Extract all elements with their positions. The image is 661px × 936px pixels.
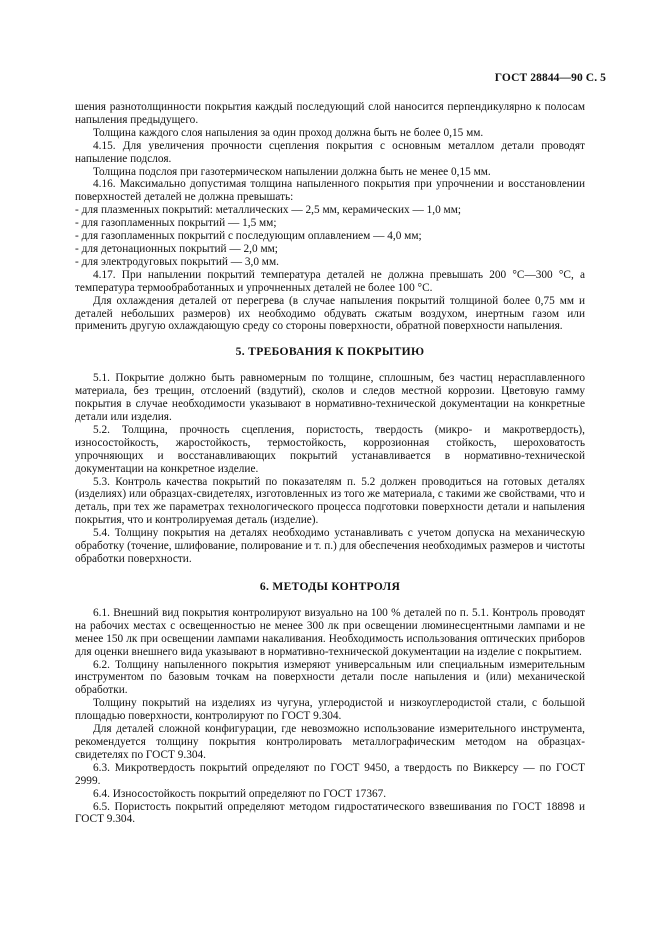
paragraph-5-3: 5.3. Контроль качества покрытий по показателям п. 5.2 должен проводиться на готовых деталях (изделиях) или образцах-свидетелях, изготовленных из того же материала, с такими же свойствами, что и деталь, при тех же параметрах технологического процесса подготовки поверхности детали и напыления покрытия, что и контролируемая деталь (изделие).: [75, 475, 585, 527]
paragraph-5-4: 5.4. Толщину покрытия на деталях необходимо устанавливать с учетом допуска на механическую обработку (точение, шлифование, полирование и т. п.) для обеспечения необходимых размеров и чистоты обработки поверхности.: [75, 527, 585, 565]
list-item-flame: - для газопламенных покрытий — 1,5 мм;: [75, 217, 277, 230]
paragraph-4-17: 4.17. При напылении покрытий температура деталей не должна превышать 200 °С—300 °С, а температура термообработанных и упрочненных деталей не более 100 °С.: [75, 268, 585, 294]
paragraph-sublayer-thickness: Толщина подслоя при газотермическом напылении должна быть не менее 0,15 мм.: [93, 165, 491, 178]
paragraph-cooling: Для охлаждения деталей от перегрева (в случае напыления покрытий толщиной более 0,75 мм и деталей небольших размеров) их необходимо обдувать сжатым воздухом, инертным газом или применить другую охлаждающую среду со стороны поверхности, обратной поверхности напыления.: [75, 294, 585, 333]
paragraph-6-4: 6.4. Износостойкость покрытий определяют по ГОСТ 17367.: [93, 787, 387, 800]
paragraph-complex-parts: Для деталей сложной конфигурации, где невозможно использование измерительного инструмента, рекомендуется толщину покрытия контролировать металлографическим методом на образцах-свидетелях по ГОСТ 9.304.: [75, 723, 585, 761]
paragraph-cast-iron: Толщину покрытий на изделиях из чугуна, углеродистой и низкоуглеродистой стали, с большой площадью поверхности, контролируют по ГОСТ 9.304.: [75, 697, 585, 723]
paragraph-6-5: 6.5. Пористость покрытий определяют методом гидростатического взвешивания по ГОСТ 18898 и ГОСТ 9.304.: [75, 800, 585, 826]
document-body: [75, 101, 585, 826]
section-6-heading: 6. МЕТОДЫ КОНТРОЛЯ: [259, 579, 401, 593]
paragraph-continuation: шения разнотолщинности покрытия каждый последующий слой наносится перпендикулярно к полосам напыления предыдущего.: [75, 101, 585, 126]
list-item-flame-remelt: - для газопламенных покрытий с последующим оплавлением — 4,0 мм;: [75, 230, 422, 243]
list-item-plasma: - для плазменных покрытий: металлических — 2,5 мм, керамических — 1,0 мм;: [75, 204, 461, 217]
list-item-detonation: - для детонационных покрытий — 2,0 мм;: [75, 242, 278, 255]
paragraph-6-1: 6.1. Внешний вид покрытия контролируют визуально на 100 % деталей по п. 5.1. Контроль проводят на рабочих местах с освещенностью не менее 300 лк при освещении люминесцентными лампами и не менее 150 лк при освещении лампами накаливания. Необходимость использования оптических приборов для оценки внешнего вида указывают в нормативно-технической документации на изделие с покрытием.: [75, 606, 585, 658]
paragraph-4-15: 4.15. Для увеличения прочности сцепления покрытия с основным металлом детали проводят напыление подслоя.: [75, 139, 585, 165]
section-5-heading: 5. ТРЕБОВАНИЯ К ПОКРЫТИЮ: [235, 345, 425, 359]
paragraph-5-2: 5.2. Толщина, прочность сцепления, пористость, твердость (микро- и макротвердость), износостойкость, жаростойкость, термостойкость, коррозионная стойкость, шероховатость упрочняющих и восстанавливающих покрытий устанавливается в нормативно-технической документации на конкретное изделие.: [75, 423, 585, 475]
paragraph-6-2: 6.2. Толщину напыленного покрытия измеряют универсальным или специальным измерительным инструментом по базовым точкам на поверхности детали после напыления и (или) механической обработки.: [75, 658, 585, 697]
page-header: ГОСТ 28844—90 С. 5: [494, 72, 606, 84]
paragraph-layer-thickness: Толщина каждого слоя напыления за один проход должна быть не более 0,15 мм.: [93, 126, 484, 139]
list-item-arc: - для электродуговых покрытий — 3,0 мм.: [75, 255, 279, 268]
paragraph-5-1: 5.1. Покрытие должно быть равномерным по толщине, сплошным, без частиц нерасплавленного материала, без трещин, отслоений (вздутий), сколов и следов местной коррозии. Цветовую гамму покрытия в случае необходимости указывают в нормативно-технической документации на конкретные детали или изделия.: [75, 372, 585, 424]
paragraph-4-16: 4.16. Максимально допустимая толщина напыленного покрытия при упрочнении и восстановлении поверхностей деталей не должна превышать:: [75, 178, 585, 204]
paragraph-6-3: 6.3. Микротвердость покрытий определяют по ГОСТ 9450, а твердость по Виккерсу — по ГОСТ 2999.: [75, 761, 585, 787]
